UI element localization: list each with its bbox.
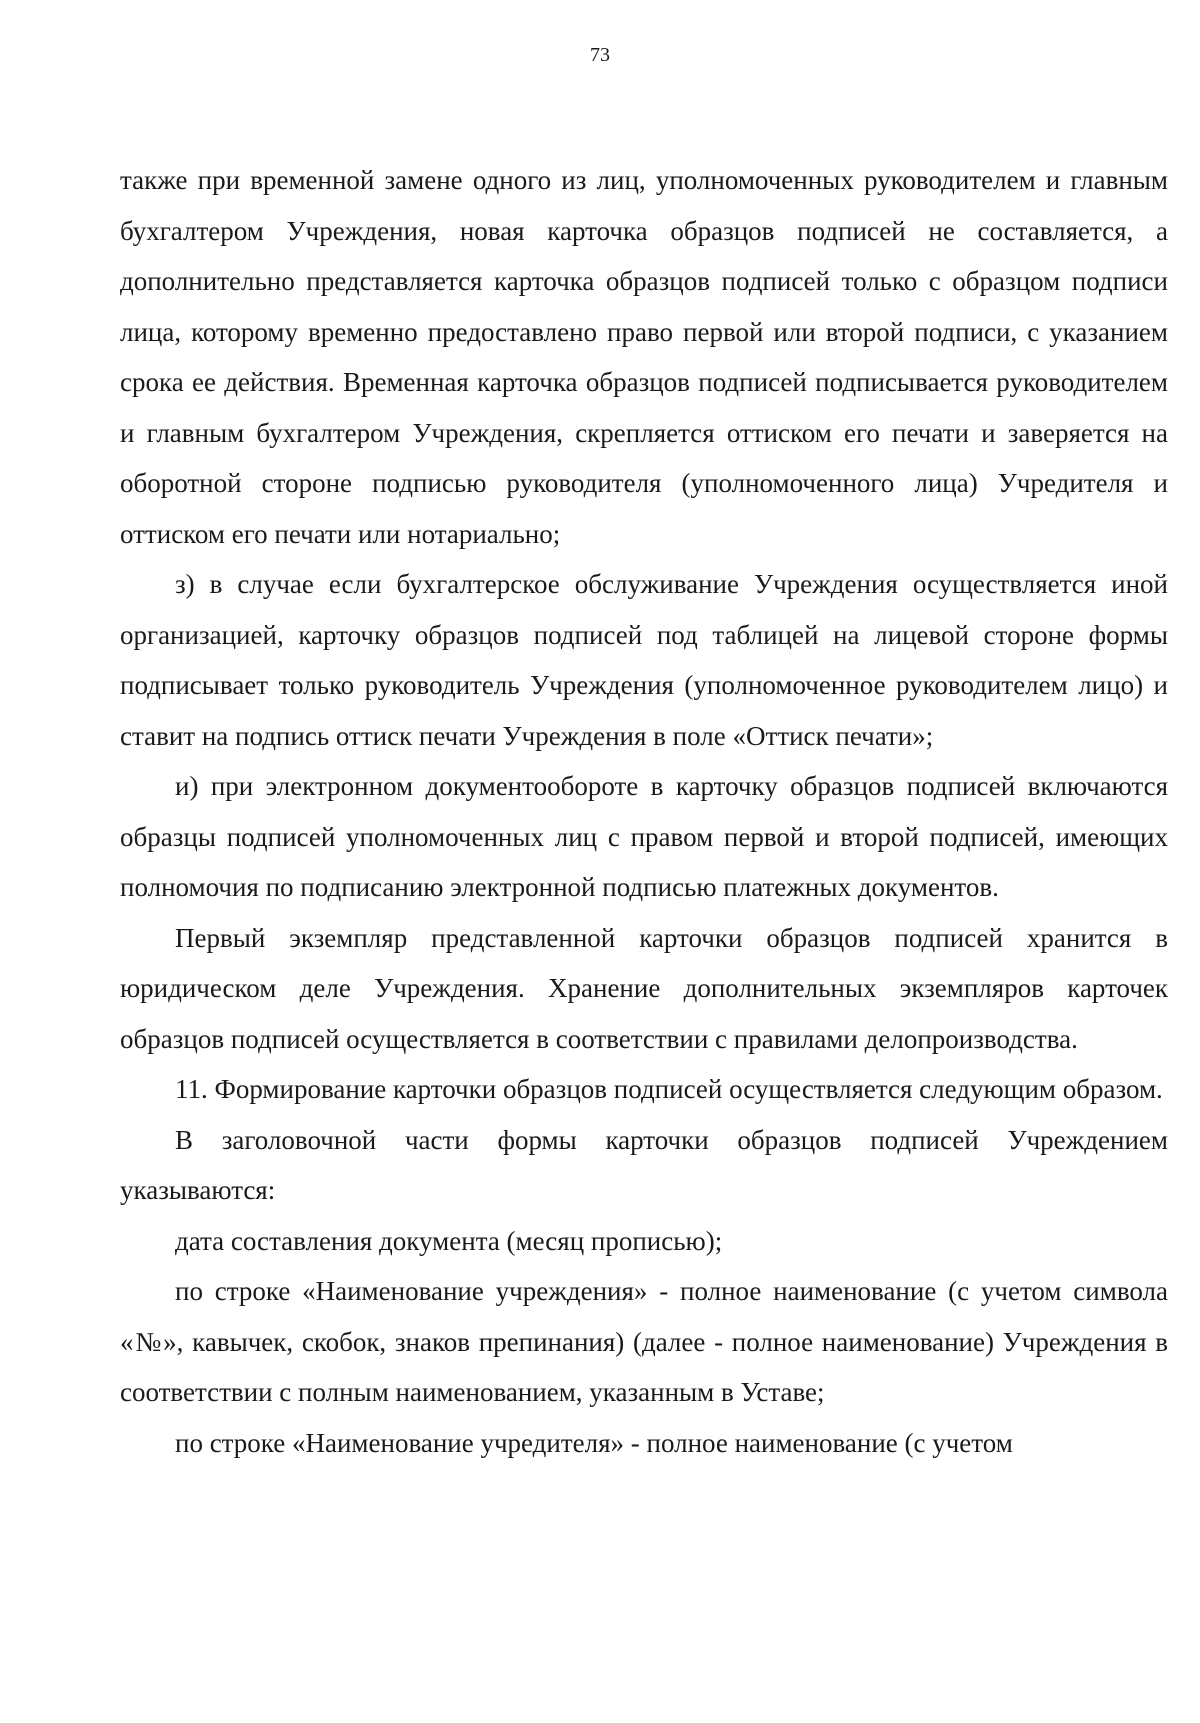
paragraph-founder-name: по строке «Наименование учредителя» - полное наименование (с учетом [175, 1427, 1013, 1458]
paragraph-header-part: В заголовочной части формы карточки образцов подписей Учреждением указываются: [120, 1124, 1168, 1205]
paragraph-date: дата составления документа (месяц прописью); [175, 1225, 723, 1256]
page-number: 73 [590, 44, 610, 66]
paragraph-item-i: и) при электронном документообороте в карточку образцов подписей включаются образцы подписей уполномоченных лиц с правом первой и второй подписей, имеющих полномочия по подписанию электронной подписью платежных документов. [120, 771, 1168, 902]
paragraph-institution-name: по строке «Наименование учреждения» - полное наименование (с учетом символа «№», кавычек, скобок, знаков препинания) (далее - полное наименование) Учреждения в соответствии с полным наименованием, указанным в Уставе; [120, 1276, 1168, 1407]
paragraph-item-z: з) в случае если бухгалтерское обслуживание Учреждения осуществляется иной организацией, карточку образцов подписей под таблицей на лицевой стороне формы подписывает только руководитель Учреждения (уполномоченное руководителем лицо) и ставит на подпись оттиск печати Учреждения в поле «Оттиск печати»; [120, 569, 1168, 751]
paragraph-continuation: также при временной замене одного из лиц, уполномоченных руководителем и главным бухгалтером Учреждения, новая карточка образцов подписей не составляется, а дополнительно представляется карточка образцов подписей только с образцом подписи лица, которому временно предоставлено право первой или второй подписи, с указанием срока ее действия. Временная карточка образцов подписей подписывается руководителем и главным бухгалтером Учреждения, скрепляется оттиском его печати и заверяется на оборотной стороне подписью руководителя (уполномоченного лица) Учредителя и оттиском его печати или нотариально; [120, 165, 1168, 549]
paragraph-first-copy: Первый экземпляр представленной карточки образцов подписей хранится в юридическом деле Учреждения. Хранение дополнительных экземпляров карточек образцов подписей осуществляется в соответствии с правилами делопроизводства. [120, 922, 1168, 1054]
document-body [120, 155, 1168, 1468]
paragraph-section-11: 11. Формирование карточки образцов подписей осуществляется следующим образом. [175, 1074, 1163, 1104]
